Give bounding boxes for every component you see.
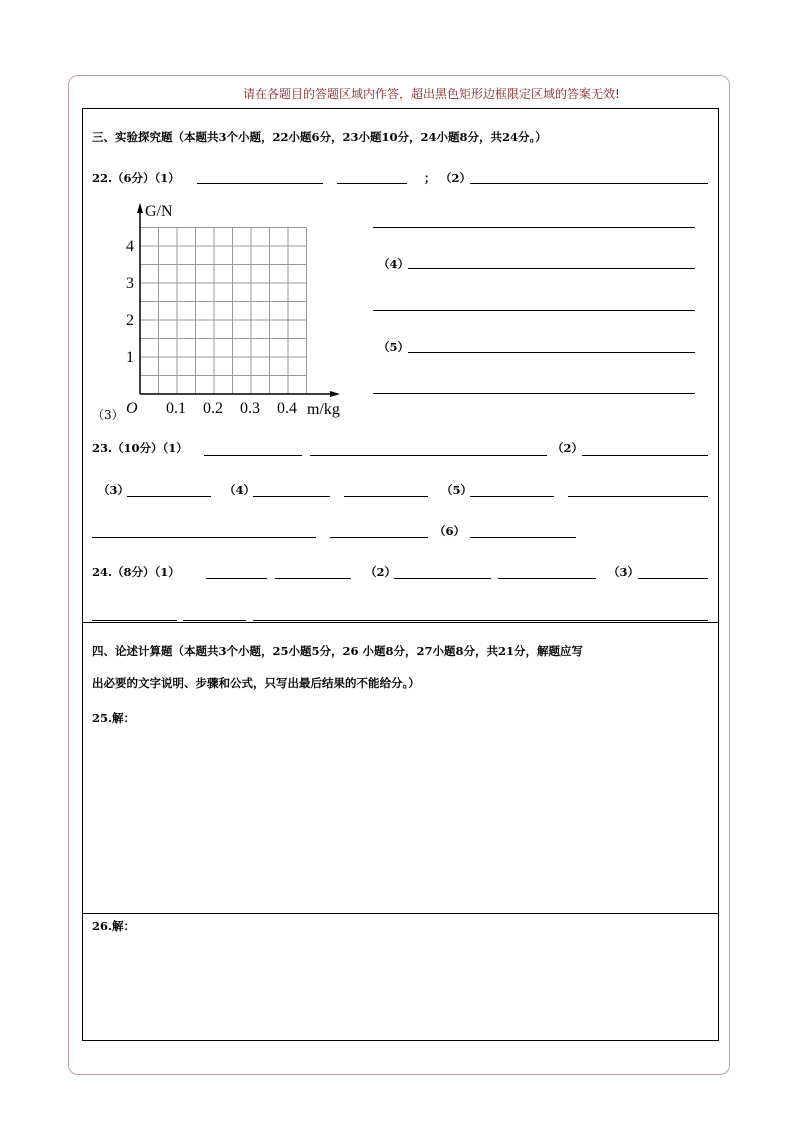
answer-line[interactable]: [638, 578, 708, 579]
x-axis-label: m/kg: [307, 401, 340, 418]
y-tick-label: 3: [126, 275, 134, 292]
answer-line[interactable]: [394, 578, 491, 579]
answer-line[interactable]: [498, 578, 596, 579]
answer-line[interactable]: [92, 620, 177, 621]
y-axis-label: G/N: [145, 203, 173, 220]
q22-part2-label: （2）: [440, 171, 472, 185]
y-tick-label: 1: [126, 349, 134, 366]
g-m-graph[interactable]: [100, 195, 360, 425]
q22-part3-label: （3）: [92, 408, 124, 422]
y-tick-label: 2: [126, 312, 134, 329]
x-axis-arrow-icon: [330, 391, 340, 397]
q24-label: 24.（8分）（1）: [92, 565, 180, 579]
q23-part3-label: （3）: [98, 483, 130, 497]
x-tick-label: 0.2: [203, 400, 223, 417]
separator: ；: [424, 171, 436, 185]
answer-line[interactable]: [197, 183, 323, 184]
answer-line[interactable]: [408, 268, 695, 269]
answer-line[interactable]: [470, 183, 708, 184]
answer-line[interactable]: [337, 183, 407, 184]
section3-title: 三、实验探究题（本题共3个小题，22小题6分，23小题10分，24小题8分，共24分。）: [92, 130, 547, 144]
answer-line[interactable]: [183, 620, 246, 621]
q22-part5-label: （5）: [378, 340, 410, 354]
answer-line[interactable]: [206, 578, 267, 579]
q25-box: [82, 622, 719, 914]
q23-part6-label: （6）: [434, 524, 466, 538]
q25-label: 25.解：: [92, 711, 136, 725]
section4-title-cont: 出必要的文字说明、步骤和公式，只写出最后结果的不能给分。）: [92, 676, 420, 690]
q23-part4-label: （4）: [224, 483, 256, 497]
answer-line[interactable]: [408, 352, 695, 353]
answer-line[interactable]: [204, 455, 302, 456]
answer-line[interactable]: [470, 537, 576, 538]
q26-label: 26.解：: [92, 919, 136, 933]
answer-line[interactable]: [253, 620, 708, 621]
q23-label: 23.（10分）（1）: [92, 441, 188, 455]
answer-line[interactable]: [373, 227, 695, 228]
answer-line[interactable]: [373, 310, 695, 311]
q24-part2-label: （2）: [365, 565, 397, 579]
answer-line[interactable]: [373, 393, 695, 394]
y-axis-arrow-icon: [137, 203, 143, 213]
section4-title: 四、论述计算题（本题共3个小题，25小题5分，26 小题8分，27小题8分，共21分，解题应写: [92, 644, 584, 658]
answer-line[interactable]: [92, 537, 316, 538]
x-tick-label: 0.4: [277, 400, 297, 417]
q22-label: 22.（6分）（1）: [92, 171, 180, 185]
answer-line[interactable]: [470, 496, 554, 497]
q24-part3-label: （3）: [608, 565, 640, 579]
q23-part2-label: （2）: [552, 441, 584, 455]
q26-box: [82, 913, 719, 1041]
q23-part5-label: （5）: [441, 483, 473, 497]
y-tick-label: 4: [126, 238, 134, 255]
answer-line[interactable]: [582, 455, 708, 456]
answer-line[interactable]: [568, 496, 708, 497]
answer-line[interactable]: [253, 496, 330, 497]
x-tick-label: 0.3: [240, 400, 260, 417]
answer-line[interactable]: [310, 455, 547, 456]
origin-label: O: [126, 400, 138, 417]
answer-line[interactable]: [127, 496, 211, 497]
answer-line[interactable]: [275, 578, 351, 579]
x-tick-label: 0.1: [166, 400, 186, 417]
q22-part4-label: （4）: [378, 257, 410, 271]
answer-line[interactable]: [344, 496, 428, 497]
notice: 请在各题目的答题区域内作答，超出黑色矩形边框限定区域的答案无效!: [243, 87, 620, 101]
answer-line[interactable]: [330, 537, 428, 538]
